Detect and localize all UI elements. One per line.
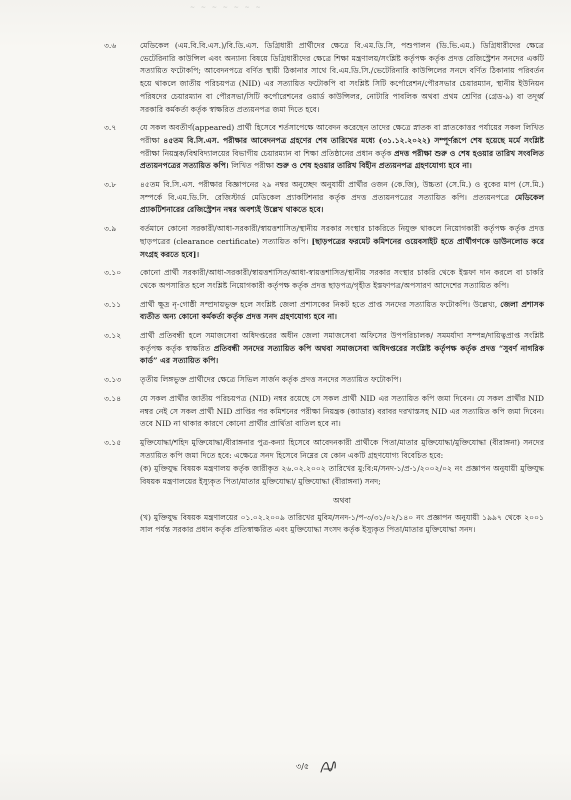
item-number: ৩.১৫: [104, 437, 122, 447]
item-text: ৪৫তম বি.সি.এস. পরীক্ষার বিজ্ঞাপনের ২৯ নম্বর অনুচ্ছেদ অনুযায়ী প্রার্থীর ওজন (কে.জি), উচ্চতা (সে.মি.) ও বুকের মাপ (সে.মি.) সম্পর্কে বি.এম.ডি.সি. রেজিস্টার্ড মেডিকেল প্র্যাকটিশনার কর্তৃক প্রদত্ত প্রত্যয়নপত্রের সত্যায়িত কপি। প্রত্যয়নপত্রে: [140, 180, 544, 202]
item-number: ৩.৮: [104, 180, 117, 190]
item-text: যে সকল অবতীর্ণ(appeared) প্রার্থী হিসেবে শর্তসাপেক্ষে আবেদন করেছেন তাদের ক্ষেত্রে স্নাতক বা স্নাতকোত্তর পর্যায়ের সকল লিখিত পরীক্ষা: [140, 123, 544, 145]
list-item-3-12: [104, 330, 544, 368]
item-text: প্রার্থী প্রতিবন্ধী হলে সমাজসেবা অধিদপ্তরের অধীন জেলা সমাজসেবা অফিসের উপপরিচালক/ সমমর্যাদা সম্পন্ন/দায়িত্বপ্রাপ্ত সংশ্লিষ্ট কর্তৃপক্ষ কর্তৃক স্বাক্ষরিত: [140, 331, 544, 353]
item-number: ৩.৯: [104, 224, 117, 234]
item-paragraph: [140, 330, 544, 368]
item-text-bold: শুরু ও শেষ হওয়ার তারিখ বিহীন প্রত্যয়নপত্র গ্রহণযোগ্য হবে না।: [276, 161, 472, 171]
signature-icon: [318, 756, 338, 778]
list-item-3-7: [104, 122, 544, 173]
item-number: ৩.৬: [104, 41, 117, 50]
item-paragraph: [140, 179, 544, 217]
item-text-bold: মেডিকেল প্র্যাকটিশনারের রেজিস্ট্রেশন নম্বর অবশ্যই উল্লেখ থাকতে হবে।: [140, 192, 544, 215]
item-number: ৩.৭: [104, 123, 117, 133]
or-separator: অথবা: [333, 495, 351, 505]
item-number: ৩.১২: [104, 331, 122, 341]
item-text: বর্তমানে কোনো সরকারী/আধা-সরকারী/স্বায়ত্তশাসিত/স্থানীয় সরকার সংস্থার চাকরিতে নিযুক্ত থাকলে নিয়োগকারী কর্তৃপক্ষ কর্তৃক প্রদত্ত ছাড়পত্রের (clearance certificate) সত্যায়িত কপি।: [140, 224, 544, 246]
document-body: [104, 40, 544, 543]
item-text: প্রার্থী ক্ষুদ্র নৃ-গোষ্ঠী সম্প্রদায়ভুক্ত হলে সংশ্লিষ্ট জেলা প্রশাসকের নিকট হতে প্রাপ্ত সনদের সত্যায়িত ফটোকপি। উল্লেখ্য,: [140, 299, 501, 309]
item-text: যে সকল প্রার্থীর জাতীয় পরিচয়পত্র (NID) নম্বর রয়েছে সে সকল প্রার্থী NID এর সত্যায়িত কপি জমা দিবেন। যে সকল প্রার্থীর NID নম্বর নেই সে সকল প্রার্থী NID প্রাপ্তির পর কমিশনের পরীক্ষা নিয়ন্ত্রক (ক্যাডার) বরাবর দরখাস্তসহ NID এর সত্যায়িত কপি জমা দিবেন। তবে NID না থাকার কারণে কোনো প্রার্থীর প্রার্থিতা বাতিল হবে না।: [140, 393, 544, 429]
item-paragraph: [140, 223, 544, 261]
list-item-3-15-b: [104, 512, 544, 537]
item-text: মুক্তিযোদ্ধা/শহিদ মুক্তিযোদ্ধা/বীরাঙ্গনার পুত্র-কন্যা হিসেবে আবেদনকারী প্রার্থীকে পিতা/মাতার মুক্তিযোদ্ধা/মুক্তিযোদ্ধা (বীরাঙ্গনা) সনদের সত্যায়িত কপি জমা দিতে হবে: এক্ষেত্রে সনদ হিসেবে নিম্নের যে কোন একটি গ্রহণযোগ্য বিবেচিত হবে:: [140, 437, 544, 460]
item-paragraph: [140, 122, 544, 173]
item-text-bold: জেলা প্রশাসক ব্যতীত অন্য কোনো কর্মকর্তা কর্তৃক প্রদত্ত সনদ গ্রহণযোগ্য হবে না।: [140, 299, 545, 322]
page-footer: [0, 754, 571, 784]
item-text: তৃতীয় লিঙ্গভুক্ত প্রার্থীদের ক্ষেত্রে সিভিল সার্জন কর্তৃক প্রদত্ত সনদের সত্যায়িত ফটোকপি।: [140, 375, 402, 385]
list-item-3-8: [104, 179, 544, 217]
list-item-3-9: [104, 223, 544, 261]
item-text-bold: প্রদত্ত পরীক্ষা শুরু ও শেষ হওয়ার তারিখ সংবলিত প্রত্যয়নপত্রের সত্যায়িত কপি।: [140, 148, 544, 171]
item-number: ৩.১০: [104, 268, 122, 278]
item-number: ৩.১৩: [104, 375, 122, 385]
sub-item-b: (খ) মুক্তিযুদ্ধ বিষয়ক মন্ত্রণালয়ের ০১.০২.২০০৯ তারিখের মুবিম/সনদ-১/প-৩/৩১/০২/১৪০ নং প্রজ্ঞাপন অনুযায়ী ১৯৯৭ থেকে ২০০১ সাল পর্যন্ত সরকার প্রধান কর্তৃক প্রতিস্বাক্ষরিত এবং মুক্তিযোদ্ধা সংসদ কর্তৃক ইস্যুকৃত পিতা/মাতার মুক্তিযোদ্ধা সনদ।: [140, 512, 544, 535]
item-text: পরীক্ষা নিয়ন্ত্রক/বিশ্ববিদ্যালয়ের বিভাগীয় চেয়ারম্যান বা শিক্ষা প্রতিষ্ঠানের প্রধান কর্তৃক: [140, 148, 395, 158]
list-item-3-13: [104, 374, 544, 387]
item-text-bold: প্রতিবন্ধী সনদের সত্যায়িত কপি অথবা সমাজসেবা অধিদপ্তরের সংশ্লিষ্ট কর্তৃপক্ষ কর্তৃক প্রদত্ত “সুবর্ণ নাগরিক কার্ড” এর সত্যায়িত কপি।: [140, 343, 544, 366]
item-text-bold: ৪৫তম বি.সি.এস. পরীক্ষার আবেদনপত্র গ্রহণের শেষ তারিখের মধ্যে (৩১.১২.২০২২) সম্পূর্ণরূপে শেষ হয়েছে মর্মে সংশ্লিষ্ট: [163, 135, 544, 145]
faint-header-bleedthrough: ~ ~ ~ ~ ~ ~ ~: [190, 4, 263, 11]
item-text: মেডিকেল (এম.বি.বি.এস.)/বি.ডি.এস. ডিগ্রিধারী প্রার্থীদের ক্ষেত্রে বি.এম.ডি.সি, পশুপালন (ডি.ভি.এম.) ডিগ্রিধারীদের ক্ষেত্রে ভেটেরিনারি কাউন্সিল এবং অন্যান্য বিষয়ে ডিগ্রিধারীদের ক্ষেত্রে শিক্ষা মন্ত্রণালয়/সংশ্লিষ্ট কর্তৃপক্ষ কর্তৃক প্রদত্ত রেজিস্ট্রেশন সনদের একটি সত্যায়িত ফটোকপি; আবেদনপত্রে বর্ণিত স্থায়ী ঠিকানার সাথে বি.এম.ডি.সি./ভেটেরিনারি কাউন্সিলের সনদে বর্ণিত ঠিকানায় পরিবর্তন হয়ে থাকলে জাতীয় পরিচয়পত্র (NID) এর সত্যায়িত ফটোকপি বা সংশ্লিষ্ট সিটি কর্পোরেশন/পৌরসভার চেয়ারম্যান, স্থানীয় ইউনিয়ন পরিষদের চেয়ারম্যান বা পৌরসভা/সিটি কর্পোরেশনের ওয়ার্ড কাউন্সিলর, নোটারি পাবলিক অথবা প্রথম শ্রেণির (গ্রেড-৯) বা তদূর্ধ্ব সরকারি কর্মকর্তা কর্তৃক স্বাক্ষরিত প্রত্যয়নপত্র জমা দিতে হবে।: [140, 41, 544, 114]
list-item-3-6: [104, 40, 544, 116]
sub-item-a: (ক) মুক্তিযুদ্ধ বিষয়ক মন্ত্রণালয় কর্তৃক জারীকৃত ২৬.০২.২০০২ তারিখের মু:বি:ম/সনদ-১/প্র-১/২০০২/০২ নং প্রজ্ঞাপন অনুযায়ী মুক্তিযুদ্ধ বিষয়ক মন্ত্রণালয়ের ইস্যুকৃত পিতা/মাতার মুক্তিযোদ্ধা/ মুক্তিযোদ্ধা (বীরাঙ্গনা) সনদ;: [140, 464, 544, 487]
list-item-3-15: [104, 437, 544, 489]
list-item-3-10: [104, 267, 544, 292]
item-text: লিখিত পরীক্ষা: [228, 161, 277, 171]
item-text: কোনো প্রার্থী সরকারী/আধা-সরকারী/স্বায়ত্তশাসিত/আধা-স্বায়ত্তশাসিত/স্থানীয় সরকার সংস্থার চাকরি থেকে ইস্তফা দান করলে বা চাকরি থেকে অপসারিত হলে সংশ্লিষ্ট নিয়োগকারী কর্তৃপক্ষ কর্তৃক প্রদত্ত ছাড়পত্র/গৃহীত ইস্তফাপত্র/অপসারণ আদেশের সত্যায়িত কপি।: [140, 268, 544, 290]
item-number: ৩.১৪: [104, 393, 122, 403]
list-item-3-14: [104, 393, 544, 431]
item-text-bold: [ছাড়পত্রের ফরমেট কমিশনের ওয়েবসাইট হতে প্রার্থীগণকে ডাউনলোড করে সংগ্রহ করতে হবে]।: [140, 236, 544, 259]
page-number: ৩/৫: [296, 762, 310, 771]
item-paragraph: [140, 299, 544, 324]
list-item-3-11: [104, 299, 544, 324]
item-number: ৩.১১: [104, 299, 122, 309]
